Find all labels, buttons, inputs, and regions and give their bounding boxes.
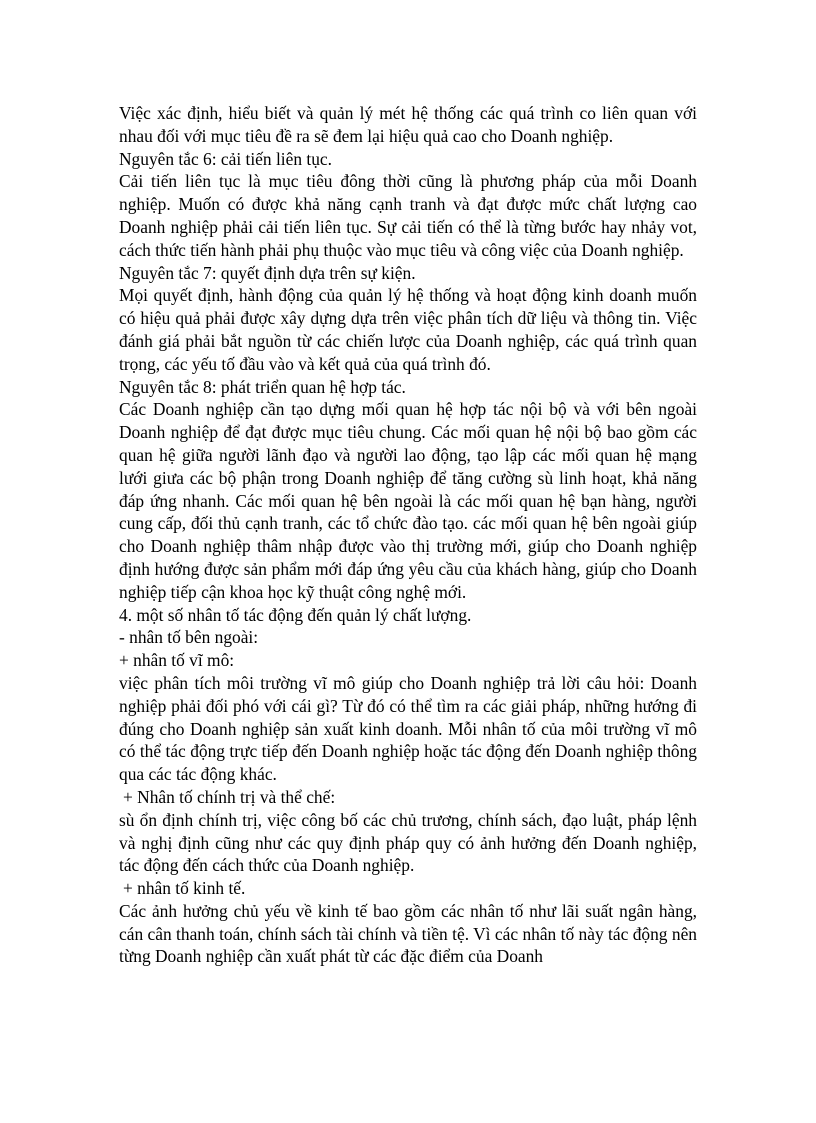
heading-section-4: 4. một số nhân tố tác động đến quản lý chất lượng. — [119, 604, 472, 625]
heading-principle-6: Nguyên tắc 6: cải tiến liên tục. — [119, 148, 332, 169]
heading-principle-8: Nguyên tắc 8: phát triển quan hệ hợp tác. — [119, 376, 406, 397]
heading-economic-factors: + nhân tố kinh tế. — [123, 878, 246, 899]
paragraph-political-stability: sù ổn định chính trị, việc công bố các chủ trương, chính sách, đạo luật, pháp lệnh và nghị định cũng như các quy định pháp quy có ảnh hưởng đến Doanh nghiệp, tác động đến cách thức của Doanh nghiệp. — [119, 809, 697, 876]
paragraph-macro-environment: việc phân tích môi trường vĩ mô giúp cho Doanh nghiệp trả lời câu hỏi: Doanh nghiệp phải đối phó với cái gì? Từ đó có thể tìm ra các giải pháp, những hướng đi đúng cho Doanh nghiệp sản xuất kinh doanh. Mỗi nhân tố của môi trường vĩ mô có thể tác động trực tiếp đến Doanh nghiệp hoặc tác động đến Doanh nghiệp thông qua các tác động khác. — [119, 672, 697, 785]
paragraph-economic-influences: Các ảnh hưởng chủ yếu về kinh tế bao gồm các nhân tố như lãi suất ngân hàng, cán cân thanh toán, chính sách tài chính và tiền tệ. Vì các nhân tố này tác động nên từng Doanh nghiệp cần xuất phát từ các đặc điểm của Doanh — [119, 900, 697, 967]
document-page — [119, 102, 697, 968]
heading-macro-factors: + nhân tố vĩ mô: — [119, 650, 235, 671]
heading-principle-7: Nguyên tắc 7: quyết định dựa trên sự kiện. — [119, 262, 416, 283]
heading-political-factors: + Nhân tố chính trị và thể chế: — [123, 786, 336, 807]
paragraph-fact-based-decision: Mọi quyết định, hành động của quản lý hệ thống và hoạt động kinh doanh muốn có hiệu quả phải được xây dựng dựa trên việc phân tích dữ liệu và thông tin. Việc đánh giá phải bắt nguồn từ các chiến lược của Doanh nghiệp, các quá trình quan trọng, các yếu tố đầu vào và kết quả của quá trình đó. — [119, 285, 697, 374]
heading-external-factors: - nhân tố bên ngoài: — [119, 627, 259, 648]
paragraph-process-management: Việc xác định, hiểu biết và quản lý mét hệ thống các quá trình co liên quan với nhau đối với mục tiêu đề ra sẽ đem lại hiệu quả cao cho Doanh nghiệp. — [119, 103, 697, 146]
paragraph-cooperation: Các Doanh nghiệp cần tạo dựng mối quan hệ hợp tác nội bộ và với bên ngoài Doanh nghiệp để đạt được mục tiêu chung. Các mối quan hệ nội bộ bao gồm các quan hệ giữa người lãnh đạo và người lao động, tạo lập các mối quan hệ mạng lưới giưa các bộ phận trong Doanh nghiệp để tăng cường sù linh hoạt, khả năng đáp ứng nhanh. Các mối quan hệ bên ngoài là các mối quan hệ bạn hàng, người cung cấp, đối thủ cạnh tranh, các tổ chức đào tạo. các mối quan hệ bên ngoài giúp cho Doanh nghiệp thâm nhập được vào thị trường mới, giúp cho Doanh nghiệp định hướng được sản phẩm mới đáp ứng yêu cầu của khách hàng, giúp cho Doanh nghiệp tiếp cận khoa học kỹ thuật công nghệ mới. — [119, 399, 697, 602]
paragraph-continuous-improvement: Cải tiến liên tục là mục tiêu đông thời cũng là phương pháp của mỗi Doanh nghiệp. Muốn có được khả năng cạnh tranh và đạt được mức chất lượng cao Doanh nghiệp phải cải tiến liên tục. Sự cải tiến có thể là từng bước hay nhảy vot, cách thức tiến hành phải phụ thuộc vào mục tiêu và công việc của Doanh nghiệp. — [119, 171, 697, 260]
